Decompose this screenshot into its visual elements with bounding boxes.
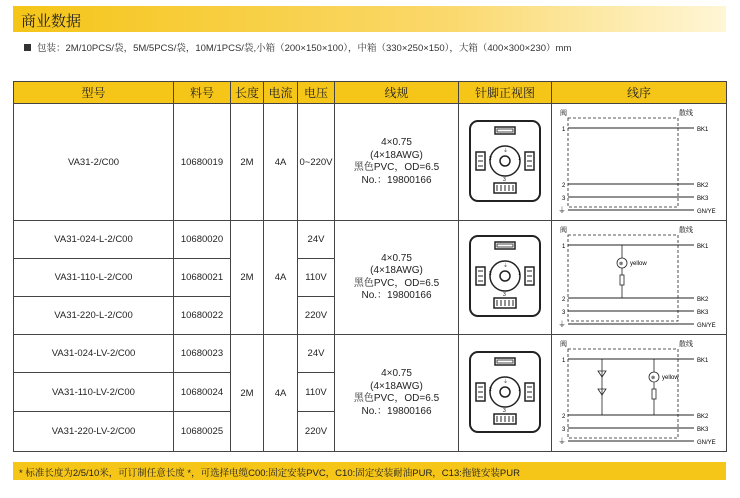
table-header-row [14,82,727,104]
svg-text:⏚: ⏚ [503,263,509,269]
voltage-cell: 220V [298,297,335,335]
wire-spec-cell [335,221,459,335]
svg-text:⊗: ⊗ [651,375,656,381]
svg-text:3: 3 [503,292,506,298]
wiring-cell [552,335,727,452]
svg-text:GN/YE: GN/YE [697,209,716,215]
current-cell: 4A [264,104,298,221]
table-row [14,104,727,221]
current-cell: 4A [264,335,298,452]
led-color-label: yellow [630,261,647,267]
current-cell: 4A [264,221,298,335]
footnote-bar [13,462,726,480]
voltage-cell: 24V [298,335,335,373]
header-model: 型号 [14,82,174,104]
wiring-cell [552,221,727,335]
pin-view-cell [459,104,552,221]
model-cell: VA31-220-LV-2/C00 [14,412,174,452]
table-row [14,335,727,373]
length-cell: 2M [231,104,264,221]
part-number-cell: 10680021 [174,259,231,297]
voltage-cell: 220V [298,412,335,452]
svg-text:⏚: ⏚ [558,320,566,329]
wire-spec-line: 4×0.75 [381,368,412,379]
wire-spec-line: 4×0.75 [381,252,412,264]
svg-text:2: 2 [489,271,492,277]
connector-pin-diagram-icon [468,119,542,203]
svg-text:散线: 散线 [679,341,693,348]
svg-text:3: 3 [503,407,506,414]
footnote-text: * 标准长度为2/5/10米，可订制任意长度 *，可选择电缆C00:固定安装PVC，C10:固定安装耐油PUR，C13:拖链安装PUR [19,468,520,479]
length-cell: 2M [231,335,264,452]
length-cell: 2M [231,221,264,335]
header-current: 电流 [264,82,298,104]
svg-text:3: 3 [562,310,566,316]
table-row [14,221,727,259]
svg-text:1: 1 [518,386,521,393]
svg-text:⊗: ⊗ [619,261,624,267]
header-pin-view: 针脚正视图 [459,82,552,104]
wire-spec-line: (4×18AWG) [370,380,423,392]
svg-text:2: 2 [489,386,492,393]
wire-spec-line: No.：19800166 [361,405,432,417]
wiring-diagram [554,336,724,447]
svg-text:⏚: ⏚ [503,147,509,154]
model-cell: VA31-220-L-2/C00 [14,297,174,335]
wire-spec-line: 黑色PVC，OD=6.5 [353,162,440,173]
svg-text:散线: 散线 [679,110,693,117]
wire-spec-line: 黑色PVC，OD=6.5 [353,277,440,289]
part-number-cell: 10680020 [174,221,231,259]
wiring-diagram [554,222,724,330]
svg-text:3: 3 [562,196,566,202]
wire-spec-cell [335,104,459,221]
svg-text:阀: 阀 [560,110,567,117]
product-table [13,81,727,452]
voltage-cell: 110V [298,373,335,412]
svg-text:BK3: BK3 [697,196,709,202]
svg-text:1: 1 [518,155,521,162]
header-wiring: 线序 [552,82,727,104]
svg-text:⏚: ⏚ [558,206,566,215]
pin-view-cell [459,335,552,452]
model-cell: VA31-2/C00 [14,104,174,221]
wire-spec-line: 黑色PVC，OD=6.5 [353,393,440,404]
packaging-line [24,40,571,54]
wire-spec-cell [335,335,459,452]
wire-spec-line: (4×18AWG) [370,149,423,161]
header-voltage: 电压 [298,82,335,104]
wire-spec-line: No.：19800166 [361,174,432,186]
section-title: 商业数据 [21,13,82,30]
voltage-cell: 0~220V [298,104,335,221]
part-number-cell: 10680023 [174,335,231,373]
wire-spec-line: No.：19800166 [361,290,432,301]
model-cell: VA31-024-LV-2/C00 [14,335,174,373]
svg-text:BK3: BK3 [697,310,709,316]
svg-text:1: 1 [518,271,521,277]
svg-text:阀: 阀 [560,227,567,234]
voltage-cell: 24V [298,221,335,259]
wire-spec-line: 4×0.75 [381,137,412,148]
model-cell: VA31-110-L-2/C00 [14,259,174,297]
svg-text:⏚: ⏚ [503,378,509,385]
svg-text:BK2: BK2 [697,297,709,303]
svg-text:阀: 阀 [560,341,567,348]
svg-text:2: 2 [562,414,566,420]
svg-text:BK2: BK2 [697,414,709,420]
connector-pin-diagram-icon [468,350,542,434]
wiring-diagram [554,105,724,216]
header-part: 料号 [174,82,231,104]
svg-text:1: 1 [562,244,566,250]
connector-pin-diagram-icon [468,234,542,318]
header-wire-gauge: 线规 [335,82,459,104]
svg-text:2: 2 [562,183,566,189]
svg-text:BK3: BK3 [697,427,709,433]
part-number-cell: 10680019 [174,104,231,221]
svg-text:3: 3 [562,427,566,433]
part-number-cell: 10680025 [174,412,231,452]
svg-text:散线: 散线 [679,227,693,234]
svg-text:BK1: BK1 [697,244,709,250]
bullet-square-icon [24,44,31,51]
svg-text:3: 3 [503,176,506,183]
svg-text:1: 1 [562,127,566,133]
led-color-label: yellow [662,375,679,381]
svg-text:2: 2 [489,155,492,162]
wiring-cell [552,104,727,221]
model-cell: VA31-110-LV-2/C00 [14,373,174,412]
svg-text:⏚: ⏚ [558,437,566,446]
svg-text:GN/YE: GN/YE [697,440,716,446]
svg-text:GN/YE: GN/YE [697,323,716,329]
part-number-cell: 10680024 [174,373,231,412]
pin-view-cell [459,221,552,335]
model-cell: VA31-024-L-2/C00 [14,221,174,259]
voltage-cell: 110V [298,259,335,297]
svg-text:BK2: BK2 [697,183,709,189]
svg-text:BK1: BK1 [697,358,709,364]
svg-text:1: 1 [562,358,566,364]
svg-text:2: 2 [562,297,566,303]
section-header [13,6,726,32]
wire-spec-line: (4×18AWG) [370,265,423,276]
part-number-cell: 10680022 [174,297,231,335]
packaging-text: 包装：2M/10PCS/袋，5M/5PCS/袋，10M/1PCS/袋,小箱（200×150×100），中箱（330×250×150），大箱（400×300×230）mm [37,43,572,54]
header-length: 长度 [231,82,264,104]
svg-text:BK1: BK1 [697,127,709,133]
